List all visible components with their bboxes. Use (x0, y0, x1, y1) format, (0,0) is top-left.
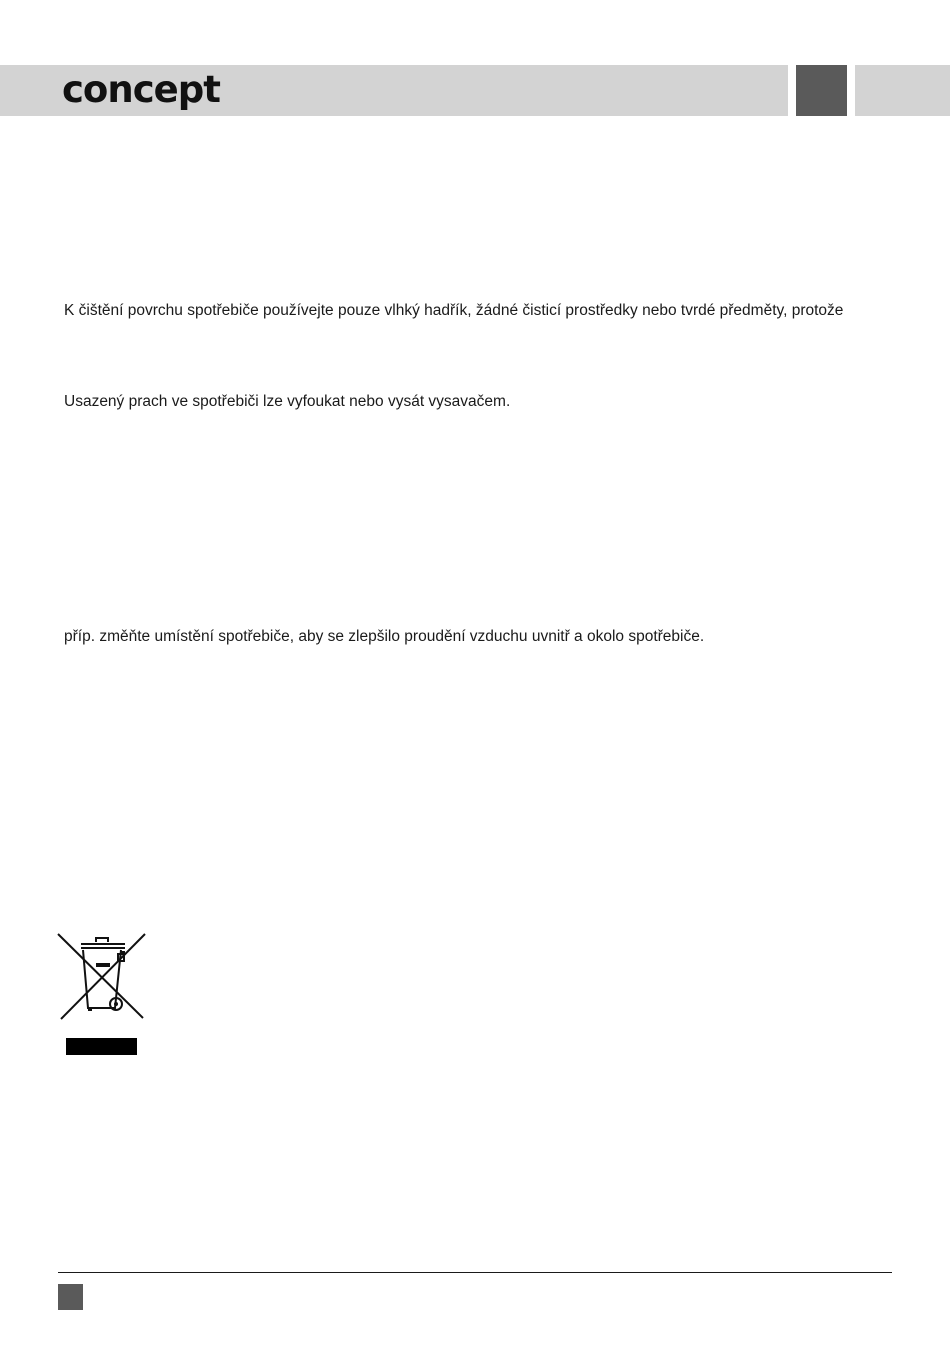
cleaning-instruction-text: K čištění povrchu spotřebiče používejte pouze vlhký hadřík, žádné čisticí prostředky nebo tvrdé předměty, protože (64, 302, 844, 319)
footer-divider (58, 1272, 892, 1273)
dust-removal-text: Usazený prach ve spotřebiči lze vyfoukat nebo vysát vysavačem. (64, 393, 511, 410)
footer-accent-block (58, 1284, 83, 1310)
header-separator (847, 65, 855, 116)
header-accent-block (796, 65, 847, 116)
weee-marking-bar (66, 1038, 137, 1055)
crossed-out-wheelie-bin-icon (55, 930, 149, 1026)
header-separator (788, 65, 796, 116)
brand-logo: concept (62, 68, 220, 111)
relocation-advice-text: příp. změňte umístění spotřebiče, aby se zlepšilo proudění vzduchu uvnitř a okolo spotřebiče. (64, 628, 705, 645)
